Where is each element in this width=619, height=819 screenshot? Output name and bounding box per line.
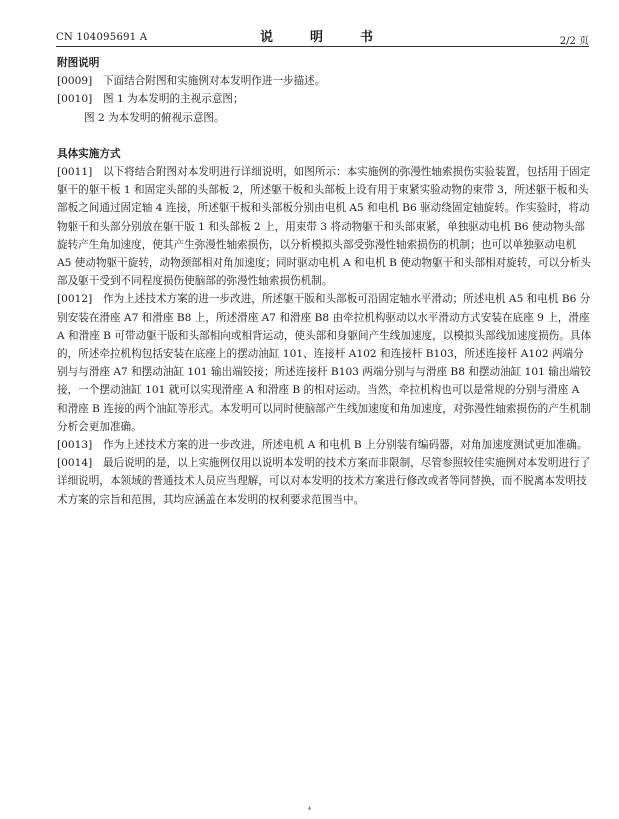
paragraph-text: 下面结合附图和实施例对本发明作进一步描述。: [103, 75, 326, 88]
paragraph-tag: [0010]: [57, 93, 93, 106]
paragraph-text: 最后说明的是，以上实施例仅用以说明本发明的技术方案而非限制，尽管参照较佳实施例对本发明进行了详细说明，本领域的普通技术人员应当理解，可以对本发明的技术方案进行修改或者等同替换，而不脱离本发明技术方案的宗旨和范围，其均应涵盖在本发明的权利要求范围当中。: [57, 457, 591, 506]
page-indicator: 2/2 页: [559, 36, 589, 47]
paragraph-tag: [0012]: [57, 293, 93, 306]
paragraph-0014: [57, 454, 592, 509]
paragraph-text: 以下将结合附图对本发明进行详细说明，如图所示：本实施例的弥漫性轴索损伤实验装置，包括用于固定躯干的躯干板 1 和固定头部的头部板 2，所述躯干板和头部板上设有用于束紧实验动物的束带 3，所述躯干板和头部板之间通过固定轴 4 连接，所述躯干板和头部板分别由电机 A5 和电机 B6 驱动绕固定轴旋转。作实验时，将动物躯干和头部分别放在躯干版 1 和头部板 2 上，用束带 3 将动物躯干和头部束紧，单独驱动电机 B6 使动物头部旋转产生角加速度，使其产生弥漫性轴索损伤，以分析模拟头部受弥漫性轴索损伤的机制；也可以单独驱动电机 A5 使动物躯干旋转，动物颈部相对角加速度；同时驱动电机 A 和电机 B 使动物躯干和头部相对旋转，可以分析头部及躯干受到不同程度损伤使脑部的弥漫性轴索损伤机制。: [57, 166, 591, 288]
document-number: CN 104095691 A: [56, 32, 148, 43]
page-footer-number: 4: [307, 806, 312, 812]
paragraph-text: 图 1 为本发明的主视示意图；: [103, 93, 244, 106]
paragraph-0009: [57, 72, 592, 90]
paragraph-tag: [0014]: [57, 457, 93, 470]
spacer: [57, 127, 592, 145]
document-body: [57, 54, 592, 509]
paragraph-0010-line2: 图 2 为本发明的俯视示意图。: [84, 111, 225, 124]
paragraph-text: 作为上述技术方案的进一步改进，所述躯干版和头部板可沿固定轴水平滑动；所述电机 A5 和电机 B6 分别安装在滑座 A7 和滑座 B8 上，所述滑座 A7 和滑座 B8 由牵拉机构驱动以水平滑动方式安装在底座 9 上，滑座 A 和滑座 B 可带动躯干版和头部相向或相背运动，使头部和身躯间产生线加速度，以模拟头部线加速度损伤。具体的，所述牵拉机构包括安装在底座上的摆动油缸 101、连接杆 A102 和连接杆 B103，所述连接杆 A102 两端分别与与滑座 A7 和摆动油缸 101 输出端铰接；所述连接杆 B103 两端分别与与滑座 B8 和摆动油缸 101 输出端铰接，一个摆动油缸 101 就可以实现滑座 A 和滑座 B 的相对运动。当然，牵拉机构也可以是常规的分别与滑座 A 和滑座 B 连接的两个油缸等形式。本发明可以同时使脑部产生线加速度和角加速度，对弥漫性轴索损伤的产生机制分析会更加准确。: [57, 293, 592, 433]
paragraph-tag: [0009]: [57, 75, 93, 88]
paragraph-text: 作为上述技术方案的进一步改进，所述电机 A 和电机 B 上分别装有编码器，对角加速度测试更加准确。: [103, 439, 588, 452]
paragraph-tag: [0013]: [57, 439, 93, 452]
paragraph-0012: [57, 290, 592, 436]
paragraph-0013: [57, 436, 592, 454]
section-title-drawings: 附图说明: [57, 57, 100, 69]
section-title-embodiment: 具体实施方式: [57, 147, 121, 160]
page-header: [56, 24, 589, 47]
paragraph-tag: [0011]: [57, 166, 93, 179]
paragraph-0010: [57, 90, 592, 108]
document-title: 说 明 书: [259, 30, 385, 45]
paragraph-0011: [57, 163, 592, 290]
